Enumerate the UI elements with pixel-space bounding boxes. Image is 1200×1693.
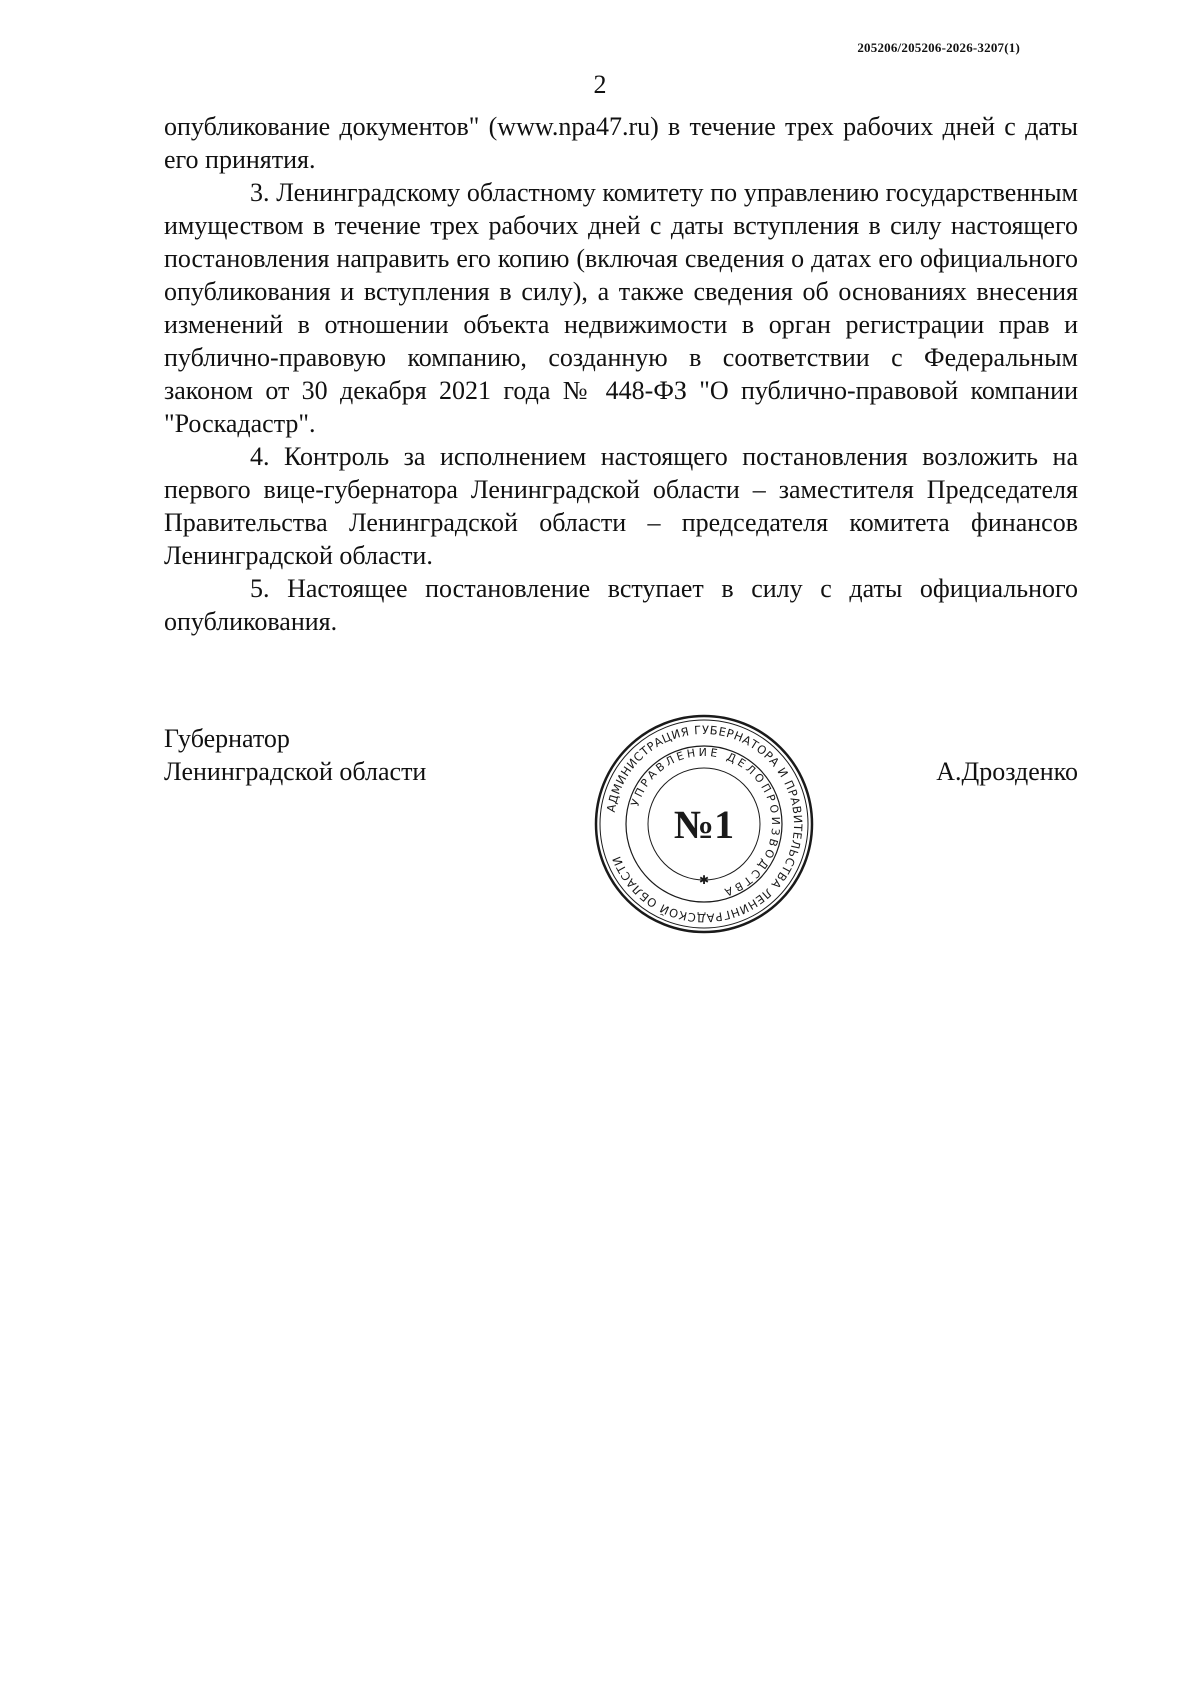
seal-graphic — [592, 712, 816, 936]
official-seal — [592, 712, 816, 936]
paragraph-continuation: опубликование документов" (www.npa47.ru) в течение трех рабочих дней с даты его принятия. — [164, 112, 1078, 174]
seal-inner-text: УПРАВЛЕНИЕ ДЕЛОПРОИЗВОДСТВА — [628, 745, 783, 900]
seal-outer-text: АДМИНИСТРАЦИЯ ГУБЕРНАТОРА И ПРАВИТЕЛЬСТВА ЛЕНИНГРАДСКОЙ ОБЛАСТИ — [603, 722, 806, 926]
seal-star-icon: ✱ — [698, 873, 710, 887]
signatory-region: Ленинградской области — [164, 757, 427, 786]
signatory-title: Губернатор — [164, 724, 290, 753]
paragraph-item-4: 4. Контроль за исполнением настоящего постановления возложить на первого вице-губернатора Ленинградской области – заместителя Председателя Правительства Ленинградской области – председателя комитета финансов Ленинградской области. — [164, 442, 1078, 570]
document-id: 205206/205206-2026-3207(1) — [857, 40, 1020, 55]
paragraph-item-5: 5. Настоящее постановление вступает в силу с даты официального опубликования. — [164, 574, 1078, 636]
signatory-name: А.Дрозденко — [936, 757, 1078, 786]
paragraph-item-3: 3. Ленинградскому областному комитету по управлению государственным имуществом в течение трех рабочих дней с даты вступления в силу настоящего постановления направить его копию (включая сведения о датах его официального опубликования и вступления в силу), а также сведения об основаниях внесения изменений в отношении объекта недвижимости в орган регистрации прав и публично-правовую компанию, созданную в соответствии с Федеральным законом от 30 декабря 2021 года № 448-ФЗ "О публично-правовой компании "Роскадастр". — [164, 178, 1078, 438]
signatory-position — [164, 722, 426, 788]
document-body — [164, 110, 1078, 638]
seal-center-number: №1 — [673, 802, 735, 847]
page-number: 2 — [593, 70, 607, 99]
